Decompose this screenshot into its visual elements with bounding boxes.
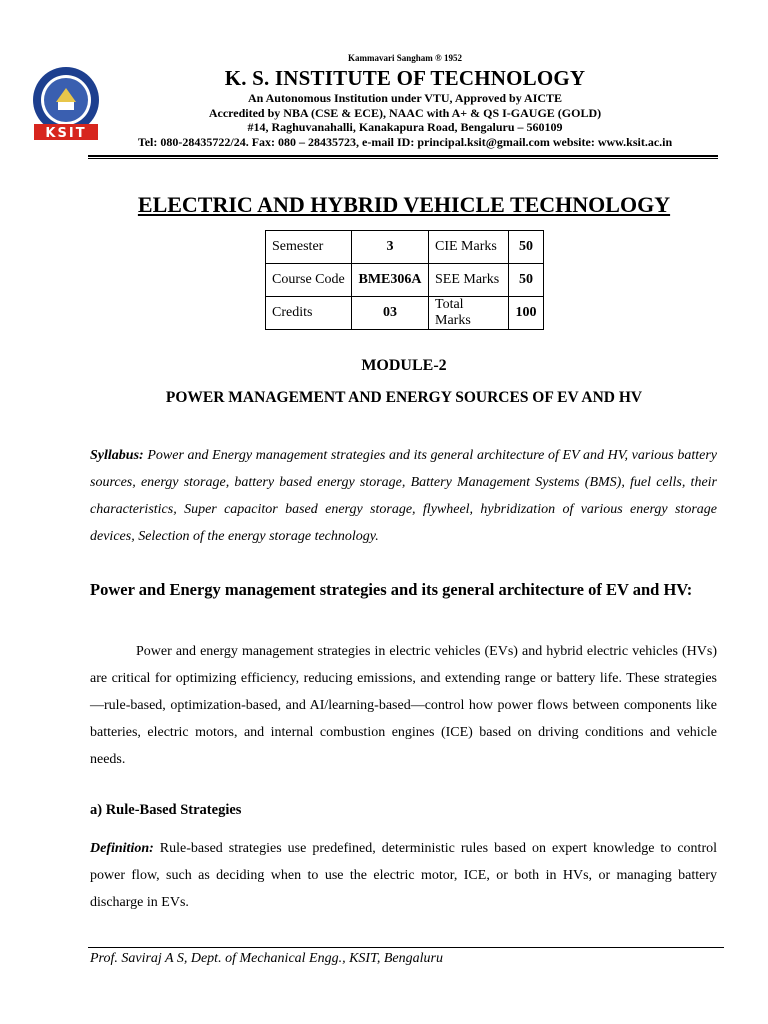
logo-text: KSIT bbox=[45, 126, 87, 141]
table-row bbox=[266, 231, 544, 264]
affiliation-line: An Autonomous Institution under VTU, Approved by AICTE bbox=[247, 91, 563, 105]
module-number: MODULE-2 bbox=[361, 357, 447, 374]
ksit-logo-icon bbox=[30, 66, 102, 148]
table-cell: BME306A bbox=[352, 264, 429, 297]
table-cell: 50 bbox=[509, 264, 544, 297]
table-cell: Course Code bbox=[266, 264, 352, 297]
header-divider-thin bbox=[88, 158, 718, 159]
table-row bbox=[266, 297, 544, 330]
table-cell: 50 bbox=[509, 231, 544, 264]
institute-name: K. S. INSTITUTE OF TECHNOLOGY bbox=[224, 66, 586, 90]
definition-text: Rule-based strategies use predefined, deterministic rules based on expert knowledge to control power flow, such as deciding when to use the electric motor, ICE, or both in HVs, or managing battery discharge in EVs. bbox=[90, 841, 717, 910]
syllabus-label: Syllabus: bbox=[90, 448, 144, 463]
table-cell: Semester bbox=[266, 231, 352, 264]
module-title: POWER MANAGEMENT AND ENERGY SOURCES OF EV AND HV bbox=[165, 389, 643, 406]
syllabus-paragraph bbox=[90, 442, 717, 550]
table-cell: CIE Marks bbox=[429, 231, 509, 264]
subsection-heading: a) Rule-Based Strategies bbox=[90, 802, 242, 818]
table-row bbox=[266, 264, 544, 297]
syllabus-text: Power and Energy management strategies and its general architecture of EV and HV, various battery sources, energy storage, battery based energy storage, Battery Management Systems (BMS), fuel cells, their characteristics, Super capacitor based energy storage, flywheel, hybridization of various energy storage devices, Selection of the energy storage technology. bbox=[90, 448, 717, 544]
sangham-line: Kammavari Sangham ® 1952 bbox=[348, 53, 462, 63]
table-cell: Credits bbox=[266, 297, 352, 330]
table-cell: 100 bbox=[509, 297, 544, 330]
accreditation-line: Accredited by NBA (CSE & ECE), NAAC with A+ & QS I-GAUGE (GOLD) bbox=[208, 105, 602, 120]
letterhead bbox=[0, 0, 768, 158]
table-cell: Total Marks bbox=[429, 297, 509, 330]
page-footer: Prof. Saviraj A S, Dept. of Mechanical Engg., KSIT, Bengaluru bbox=[90, 951, 443, 966]
address-line: #14, Raghuvanahalli, Kanakapura Road, Bengaluru – 560109 bbox=[247, 120, 563, 134]
section-paragraph: Power and energy management strategies in electric vehicles (EVs) and hybrid electric vehicles (HVs) are critical for optimizing efficiency, reducing emissions, and extending range or battery life. These strategies—rule-based, optimization-based, and AI/learning-based—control how power flows between components like batteries, electric motors, and internal combustion engines (ICE) based on driving conditions and vehicle needs. bbox=[90, 644, 717, 767]
contact-line: Tel: 080-28435722/24. Fax: 080 – 28435723, e-mail ID: principal.ksit@gmail.com website: www.ksit.ac.in bbox=[137, 134, 673, 149]
table-cell: 3 bbox=[352, 231, 429, 264]
document-title: ELECTRIC AND HYBRID VEHICLE TECHNOLOGY bbox=[137, 192, 671, 217]
footer-divider bbox=[88, 947, 724, 948]
definition-label: Definition: bbox=[90, 841, 154, 856]
letterhead-text bbox=[100, 52, 710, 149]
header-divider-thick bbox=[88, 155, 718, 157]
section-heading: Power and Energy management strategies and its general architecture of EV and HV: bbox=[90, 580, 693, 599]
definition-paragraph bbox=[90, 835, 717, 916]
table-cell: 03 bbox=[352, 297, 429, 330]
course-info-table bbox=[265, 230, 544, 330]
table-cell: SEE Marks bbox=[429, 264, 509, 297]
